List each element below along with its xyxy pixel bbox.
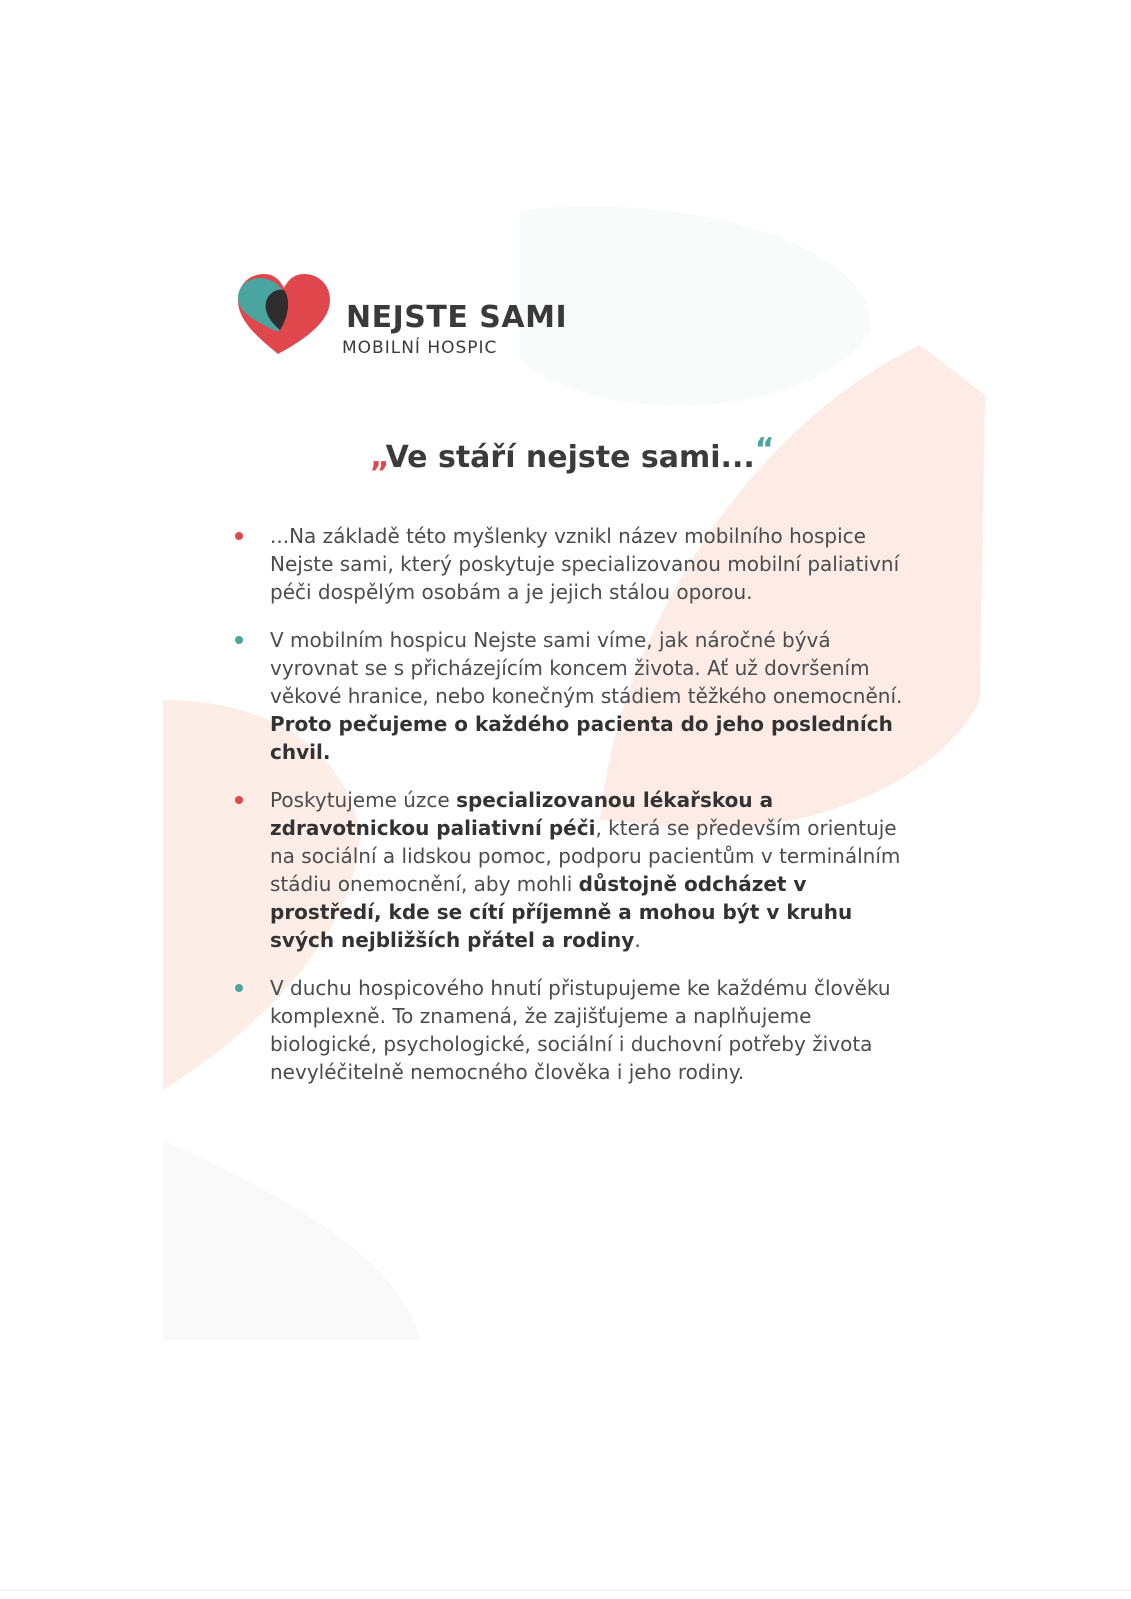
bullet-list (232, 522, 912, 1106)
paragraph-text: V duchu hospicového hnutí přistupujeme ke každému člověku komplexně. To znamená, že zajišťujeme a naplňujeme biologické, psychologické, sociální i duchovní potřeby života nevyléčitelně nemocného člověka i jeho rodiny. (270, 976, 891, 1084)
opening-quote: „ (370, 440, 386, 475)
list-item (232, 522, 912, 606)
list-item (232, 786, 912, 954)
list-item (232, 626, 912, 766)
emphasized-text: specializovanou lékařskou a zdravotnickou paliativní péči (270, 788, 774, 840)
headline-text: Ve stáří nejste sami... (385, 440, 755, 475)
emphasized-text: Proto pečujeme o každého pacienta do jeho posledních chvil. (270, 712, 893, 764)
logo-title: NEJSTE SAMI (346, 300, 568, 335)
paragraph-text: . (634, 928, 641, 952)
bullet-dot-icon (235, 532, 243, 540)
bullet-dot-icon (235, 984, 243, 992)
bullet-dot-icon (235, 796, 243, 804)
closing-quote: “ (754, 432, 775, 467)
emphasized-text: důstojně odcházet v prostředí, kde se cítí příjemně a mohou být v kruhu svých nejbližších přátel a rodiny (270, 872, 853, 952)
list-item (232, 974, 912, 1086)
faint-blob-bottom (163, 1140, 420, 1340)
paragraph-text: V mobilním hospicu Nejste sami víme, jak náročné bývá vyrovnat se s přicházejícím koncem života. Ať už dovršením věkové hranice, nebo konečným stádiem těžkého onemocnění. (270, 628, 903, 708)
headline (370, 432, 774, 475)
paragraph-text: Poskytujeme úzce (270, 788, 457, 812)
paragraph-text: , která se především orientuje na sociální a lidskou pomoc, podporu pacientům v terminálním stádiu onemocnění, aby mohli (270, 816, 901, 896)
paragraph-text: ...Na základě této myšlenky vznikl název mobilního hospice Nejste sami, který poskytuje specializovanou mobilní paliativní péči dospělým osobám a je jejich stálou oporou. (270, 524, 900, 604)
bullet-dot-icon (235, 636, 243, 644)
faint-blob-top (520, 206, 870, 406)
logo-subtitle: MOBILNÍ HOSPIC (342, 338, 498, 358)
heart-icon (238, 270, 330, 360)
brand-logo (238, 270, 568, 370)
page-divider (0, 1590, 1131, 1591)
